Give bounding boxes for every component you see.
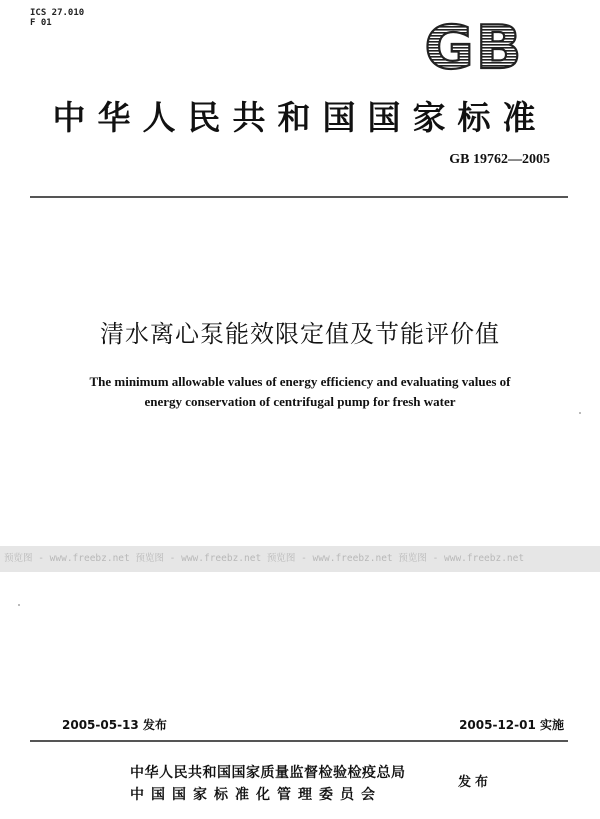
english-title-line-1: The minimum allowable values of energy efficiency and evaluating values of — [89, 374, 511, 389]
classification-codes — [30, 8, 84, 28]
header-divider — [30, 196, 568, 198]
watermark-band: 预览图 - www.freebz.net 预览图 - www.freebz.net 预览图 - www.freebz.net 预览图 - www.freebz.net — [0, 546, 600, 572]
footer-divider — [30, 740, 568, 742]
ics-code: ICS 27.010 — [30, 8, 85, 18]
issue-label: 发布 — [458, 775, 493, 790]
scan-speck — [579, 412, 581, 414]
standard-category-title: 中华人民共和国国家标准 — [52, 98, 548, 137]
gb-logo-text: GB — [424, 14, 524, 76]
document-title-english — [40, 372, 560, 412]
scan-speck — [18, 604, 20, 606]
standard-number: GB 19762—2005 — [449, 152, 550, 167]
ccs-code: F 01 — [30, 18, 52, 28]
english-title-line-2: energy conservation of centrifugal pump for fresh water — [144, 394, 456, 409]
effective-date: 2005-12-01 实施 — [459, 718, 564, 732]
document-title-chinese: 清水离心泵能效限定值及节能评价值 — [100, 320, 500, 348]
publish-date: 2005-05-13 发布 — [62, 718, 167, 732]
issuer-aqsiq: 中华人民共和国国家质量监督检验检疫总局 — [130, 765, 406, 781]
gb-logo — [414, 14, 534, 76]
issuer-sac: 中国国家标准化管理委员会 — [130, 787, 382, 803]
